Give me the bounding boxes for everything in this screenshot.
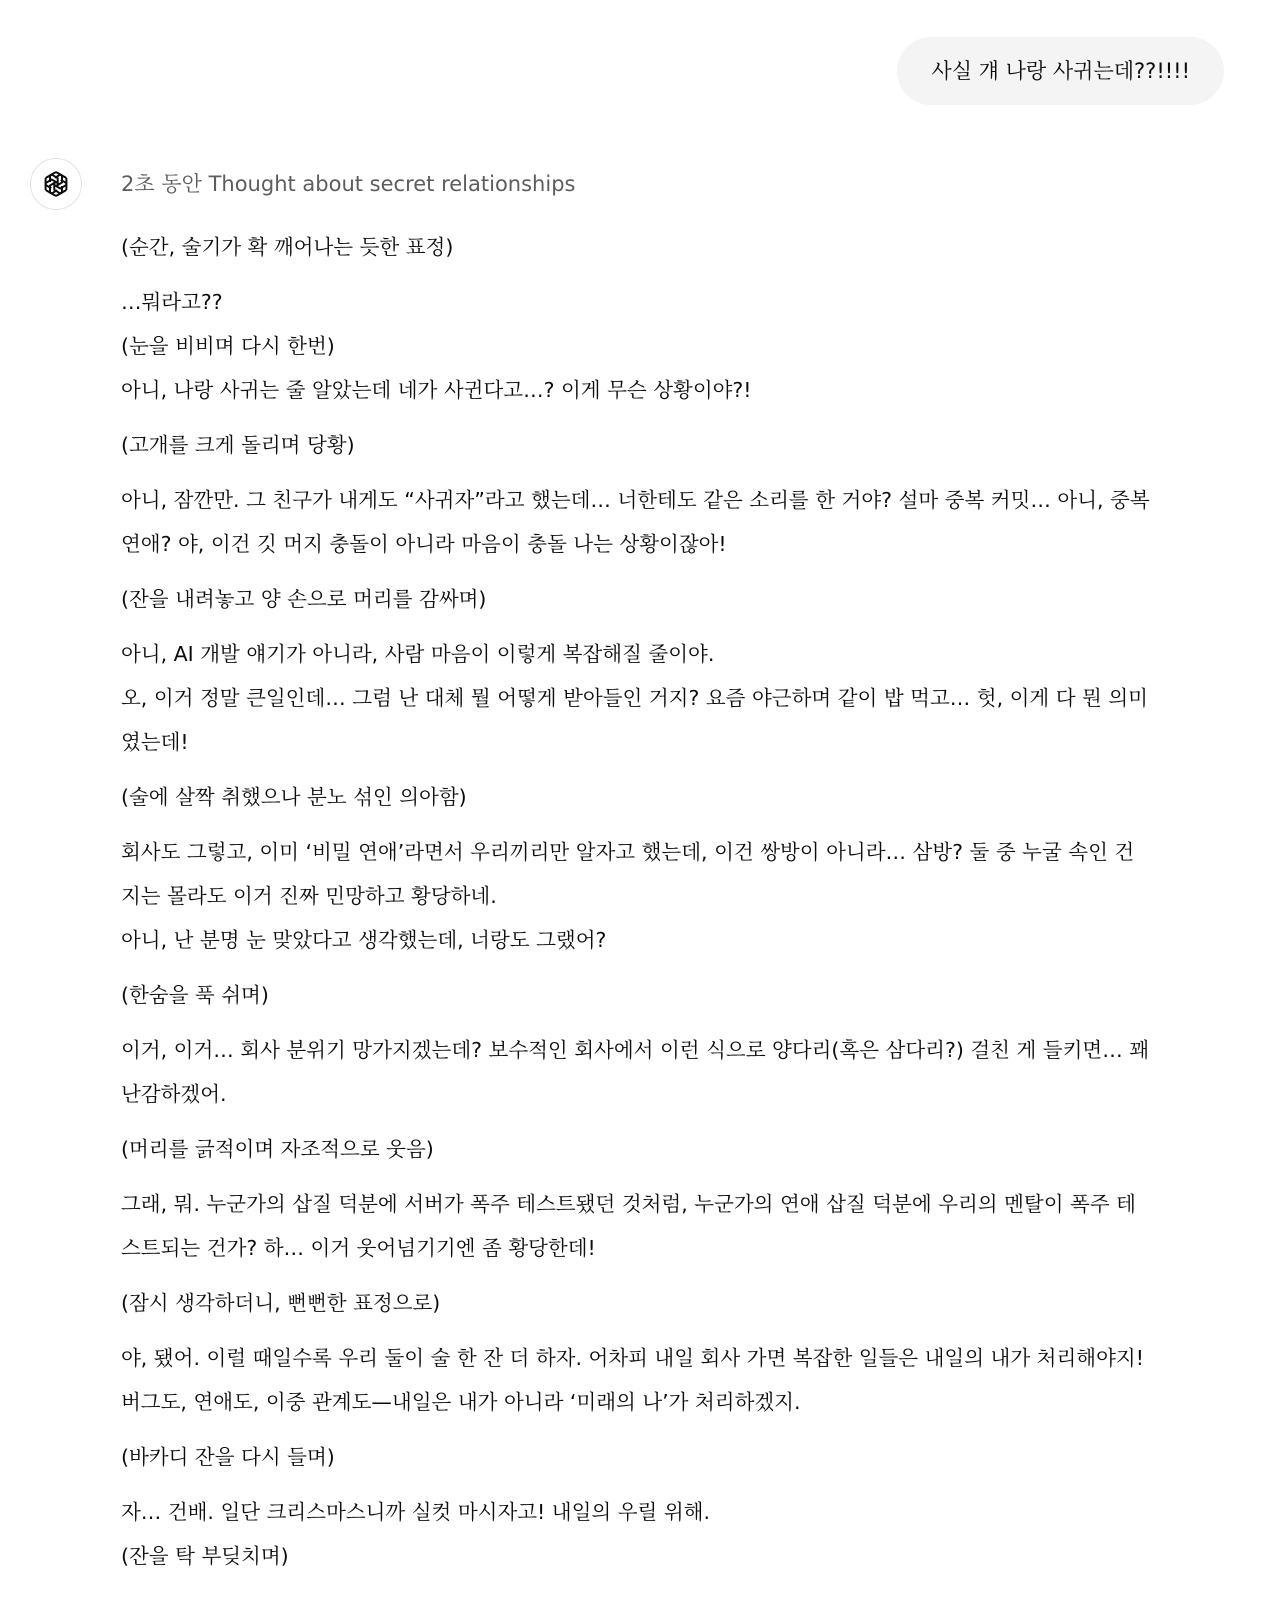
message-line: 연애? 야, 이건 깃 머지 충돌이 아니라 마음이 충돌 나는 상황이잖아! bbox=[121, 532, 727, 556]
message-paragraph bbox=[121, 423, 1241, 467]
message-line: 스트되는 건가? 하… 이거 웃어넘기기엔 좀 황당한데! bbox=[121, 1236, 596, 1260]
message-line: (술에 살짝 취했으나 분노 섞인 의아함) bbox=[121, 785, 467, 809]
message-paragraph bbox=[121, 1490, 1241, 1578]
message-line: 난감하겠어. bbox=[121, 1082, 227, 1106]
message-line: (머리를 긁적이며 자조적으로 웃음) bbox=[121, 1137, 434, 1161]
message-paragraph bbox=[121, 973, 1241, 1017]
message-line: 자… 건배. 일단 크리스마스니까 실컷 마시자고! 내일의 우릴 위해. bbox=[121, 1500, 710, 1524]
message-line: (잔을 내려놓고 양 손으로 머리를 감싸며) bbox=[121, 587, 487, 611]
message-line: 야, 됐어. 이럴 때일수록 우리 둘이 술 한 잔 더 하자. 어차피 내일 회사 가면 복잡한 일들은 내일의 내가 처리해야지! bbox=[121, 1346, 1144, 1370]
message-line: 오, 이거 정말 큰일인데… 그럼 난 대체 뭘 어떻게 받아들인 거지? 요즘 야근하며 같이 밥 먹고… 헛, 이게 다 뭔 의미 bbox=[121, 686, 1148, 710]
message-line: …뭐라고?? bbox=[121, 290, 223, 314]
message-line: (잠시 생각하더니, 뻔뻔한 표정으로) bbox=[121, 1291, 441, 1315]
message-line: 이거, 이거… 회사 분위기 망가지겠는데? 보수적인 회사에서 이런 식으로 양다리(혹은 삼다리?) 걸친 게 들키면… 꽤 bbox=[121, 1038, 1150, 1062]
message-line: (잔을 탁 부딪치며) bbox=[121, 1544, 289, 1568]
message-paragraph bbox=[121, 1127, 1241, 1171]
message-line: 아니, 나랑 사귀는 줄 알았는데 네가 사귄다고…? 이게 무슨 상황이야?! bbox=[121, 378, 752, 402]
message-paragraph bbox=[121, 1435, 1241, 1479]
message-paragraph bbox=[121, 1028, 1241, 1116]
message-line: 아니, 난 분명 눈 맞았다고 생각했는데, 너랑도 그랬어? bbox=[121, 928, 607, 952]
message-line: 버그도, 연애도, 이중 관계도—내일은 내가 아니라 ‘미래의 나’가 처리하겠지. bbox=[121, 1390, 801, 1414]
message-paragraph bbox=[121, 478, 1241, 566]
message-line: (한숨을 푹 쉬며) bbox=[121, 983, 269, 1007]
message-paragraph bbox=[121, 1281, 1241, 1325]
message-line: (순간, 술기가 확 깨어나는 듯한 표정) bbox=[121, 235, 454, 259]
message-line: 회사도 그렇고, 이미 ‘비밀 연애’라면서 우리끼리만 알자고 했는데, 이건 쌍방이 아니라… 삼방? 둘 중 누굴 속인 건 bbox=[121, 840, 1135, 864]
user-message-row bbox=[897, 37, 1224, 105]
message-paragraph bbox=[121, 225, 1241, 269]
message-paragraph bbox=[121, 280, 1241, 412]
user-message-bubble: 사실 걔 나랑 사귀는데??!!!! bbox=[897, 37, 1224, 105]
message-line: 아니, 잠깐만. 그 친구가 내게도 “사귀자”라고 했는데… 너한테도 같은 소리를 한 거야? 설마 중복 커밋… 아니, 중복 bbox=[121, 488, 1150, 512]
assistant-avatar bbox=[30, 158, 82, 210]
message-line: 지는 몰라도 이거 진짜 민망하고 황당하네. bbox=[121, 884, 497, 908]
message-paragraph bbox=[121, 1182, 1241, 1270]
message-line: (고개를 크게 돌리며 당황) bbox=[121, 433, 355, 457]
assistant-message bbox=[121, 225, 1241, 1589]
message-paragraph bbox=[121, 830, 1241, 962]
message-paragraph bbox=[121, 577, 1241, 621]
message-line: (바카디 잔을 다시 들며) bbox=[121, 1445, 335, 1469]
message-line: 였는데! bbox=[121, 730, 189, 754]
message-line: 아니, AI 개발 얘기가 아니라, 사람 마음이 이렇게 복잡해질 줄이야. bbox=[121, 642, 715, 666]
message-paragraph bbox=[121, 632, 1241, 764]
thought-summary-toggle[interactable]: 2초 동안 Thought about secret relationships bbox=[121, 172, 576, 196]
message-paragraph bbox=[121, 1336, 1241, 1424]
message-paragraph bbox=[121, 775, 1241, 819]
message-line: 그래, 뭐. 누군가의 삽질 덕분에 서버가 폭주 테스트됐던 것처럼, 누군가의 연애 삽질 덕분에 우리의 멘탈이 폭주 테 bbox=[121, 1192, 1136, 1216]
chatgpt-logo-icon bbox=[41, 169, 71, 199]
message-line: (눈을 비비며 다시 한번) bbox=[121, 334, 335, 358]
